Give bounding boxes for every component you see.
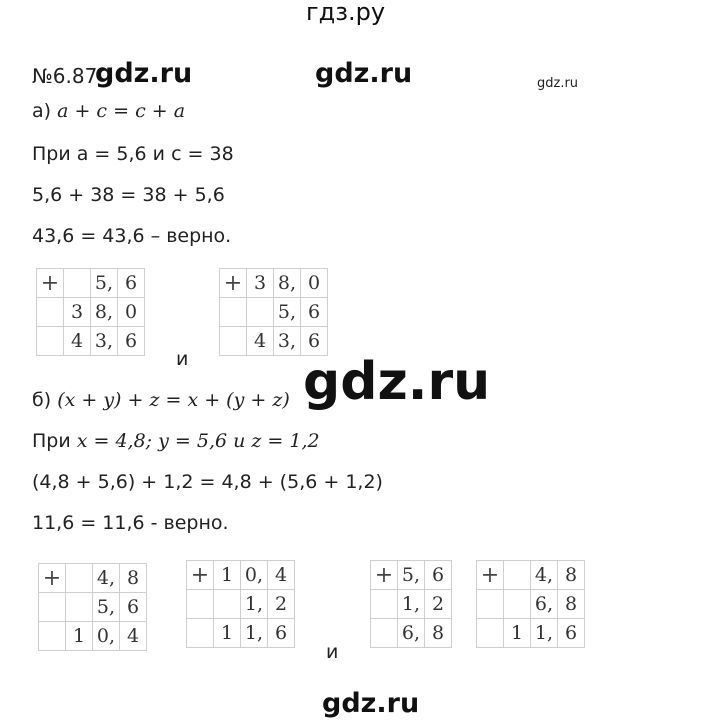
sum-row bbox=[39, 622, 147, 651]
digit-cell bbox=[504, 561, 531, 590]
digit-cell: 1, bbox=[398, 590, 425, 619]
part-b-given-values: x = 4,8; y = 5,6 и z = 1,2 bbox=[76, 430, 320, 452]
plus-sign: + bbox=[477, 561, 504, 590]
digit-cell: 1 bbox=[504, 619, 531, 648]
part-a-result: 43,6 = 43,6 – верно. bbox=[32, 225, 232, 247]
digit-cell bbox=[220, 327, 247, 356]
digit-cell: 3, bbox=[91, 327, 118, 356]
digit-cell: 3 bbox=[247, 269, 274, 298]
digit-cell: 1 bbox=[214, 619, 241, 648]
digit-cell: 5, bbox=[398, 561, 425, 590]
digit-cell: 0 bbox=[301, 269, 328, 298]
digit-cell bbox=[220, 298, 247, 327]
addend-row bbox=[477, 590, 585, 619]
part-b-substitution: (4,8 + 5,6) + 1,2 = 4,8 + (5,6 + 1,2) bbox=[32, 471, 383, 493]
watermark-small-2: gdz.ru bbox=[315, 58, 413, 89]
digit-cell: 6 bbox=[118, 327, 145, 356]
digit-cell: 4 bbox=[120, 622, 147, 651]
part-b-conjunction: и bbox=[326, 641, 339, 663]
watermark-small-1: gdz.ru bbox=[95, 58, 193, 89]
digit-cell: 6 bbox=[558, 619, 585, 648]
sum-row bbox=[187, 619, 295, 648]
part-a-given-line bbox=[32, 143, 234, 165]
addend-row bbox=[477, 561, 585, 590]
digit-cell: 6 bbox=[120, 593, 147, 622]
addend-row bbox=[37, 298, 145, 327]
part-b-result: 11,6 = 11,6 - верно. bbox=[32, 512, 229, 534]
addition-table-b2 bbox=[186, 560, 295, 648]
digit-cell: 1, bbox=[241, 619, 268, 648]
digit-cell: 0 bbox=[118, 298, 145, 327]
digit-cell bbox=[477, 619, 504, 648]
digit-cell bbox=[66, 593, 93, 622]
plus-sign: + bbox=[39, 564, 66, 593]
digit-cell: 1 bbox=[214, 561, 241, 590]
part-b-given-line bbox=[32, 430, 320, 452]
addend-row bbox=[371, 590, 452, 619]
digit-cell bbox=[39, 622, 66, 651]
plus-sign: + bbox=[37, 269, 64, 298]
part-b-given-prefix: При bbox=[32, 430, 71, 452]
digit-cell: 3 bbox=[64, 298, 91, 327]
digit-cell: 2 bbox=[268, 590, 295, 619]
part-a-substitution: 5,6 + 38 = 38 + 5,6 bbox=[32, 184, 225, 206]
addition-table-b3 bbox=[370, 560, 452, 648]
addend-row bbox=[187, 590, 295, 619]
addend-row bbox=[220, 298, 328, 327]
part-a-given-a: a = 5,6 bbox=[76, 143, 147, 165]
digit-cell: 8, bbox=[91, 298, 118, 327]
digit-cell: 1, bbox=[241, 590, 268, 619]
plus-sign: + bbox=[187, 561, 214, 590]
site-header: гдз.ру bbox=[306, 0, 386, 26]
digit-cell bbox=[371, 619, 398, 648]
digit-cell: 0, bbox=[93, 622, 120, 651]
part-a-conjunction: и bbox=[176, 348, 189, 370]
sum-row bbox=[477, 619, 585, 648]
addend-row bbox=[37, 269, 145, 298]
digit-cell: 6 bbox=[268, 619, 295, 648]
digit-cell: 4 bbox=[268, 561, 295, 590]
addition-table-b1 bbox=[38, 563, 147, 651]
part-a-given-c: c = 38 bbox=[171, 143, 234, 165]
sum-row bbox=[37, 327, 145, 356]
watermark-tiny: gdz.ru bbox=[537, 76, 579, 91]
digit-cell: 1, bbox=[531, 619, 558, 648]
digit-cell bbox=[187, 590, 214, 619]
problem-number: №6.87 bbox=[32, 64, 98, 88]
addend-row bbox=[220, 269, 328, 298]
digit-cell: 6 bbox=[118, 269, 145, 298]
watermark-bottom: gdz.ru bbox=[322, 688, 420, 719]
digit-cell bbox=[504, 590, 531, 619]
digit-cell bbox=[247, 298, 274, 327]
digit-cell: 4, bbox=[93, 564, 120, 593]
digit-cell: 5, bbox=[274, 298, 301, 327]
digit-cell: 5, bbox=[93, 593, 120, 622]
digit-cell: 4, bbox=[531, 561, 558, 590]
digit-cell bbox=[37, 298, 64, 327]
plus-sign: + bbox=[371, 561, 398, 590]
addition-table-a1 bbox=[36, 268, 145, 356]
digit-cell: 6 bbox=[301, 327, 328, 356]
digit-cell: 8, bbox=[274, 269, 301, 298]
part-a-label: а) bbox=[32, 100, 52, 122]
digit-cell: 5, bbox=[91, 269, 118, 298]
part-a-given-prefix: При bbox=[32, 143, 71, 165]
addition-table-b4 bbox=[476, 560, 585, 648]
part-a-formula-line bbox=[32, 100, 185, 122]
digit-cell: 4 bbox=[64, 327, 91, 356]
digit-cell: 2 bbox=[425, 590, 452, 619]
digit-cell bbox=[187, 619, 214, 648]
addend-row bbox=[39, 564, 147, 593]
part-a-formula: a + c = c + a bbox=[57, 100, 186, 122]
digit-cell: 0, bbox=[241, 561, 268, 590]
digit-cell bbox=[64, 269, 91, 298]
digit-cell bbox=[371, 590, 398, 619]
plus-sign: + bbox=[220, 269, 247, 298]
digit-cell: 6 bbox=[425, 561, 452, 590]
digit-cell: 3, bbox=[274, 327, 301, 356]
digit-cell bbox=[477, 590, 504, 619]
addend-row bbox=[39, 593, 147, 622]
digit-cell: 8 bbox=[425, 619, 452, 648]
part-b-formula: (x + y) + z = x + (y + z) bbox=[57, 389, 290, 411]
digit-cell: 8 bbox=[558, 590, 585, 619]
digit-cell: 8 bbox=[120, 564, 147, 593]
watermark-big: gdz.ru bbox=[303, 352, 491, 412]
digit-cell: 6 bbox=[301, 298, 328, 327]
sum-row bbox=[371, 619, 452, 648]
digit-cell: 4 bbox=[247, 327, 274, 356]
digit-cell bbox=[37, 327, 64, 356]
digit-cell: 6, bbox=[398, 619, 425, 648]
addend-row bbox=[371, 561, 452, 590]
addend-row bbox=[187, 561, 295, 590]
digit-cell bbox=[66, 564, 93, 593]
digit-cell: 1 bbox=[66, 622, 93, 651]
digit-cell bbox=[214, 590, 241, 619]
addition-table-a2 bbox=[219, 268, 328, 356]
part-b-formula-line bbox=[32, 389, 290, 411]
digit-cell bbox=[39, 593, 66, 622]
part-b-label: б) bbox=[32, 389, 52, 411]
digit-cell: 6, bbox=[531, 590, 558, 619]
digit-cell: 8 bbox=[558, 561, 585, 590]
part-a-given-and: и bbox=[152, 143, 166, 165]
